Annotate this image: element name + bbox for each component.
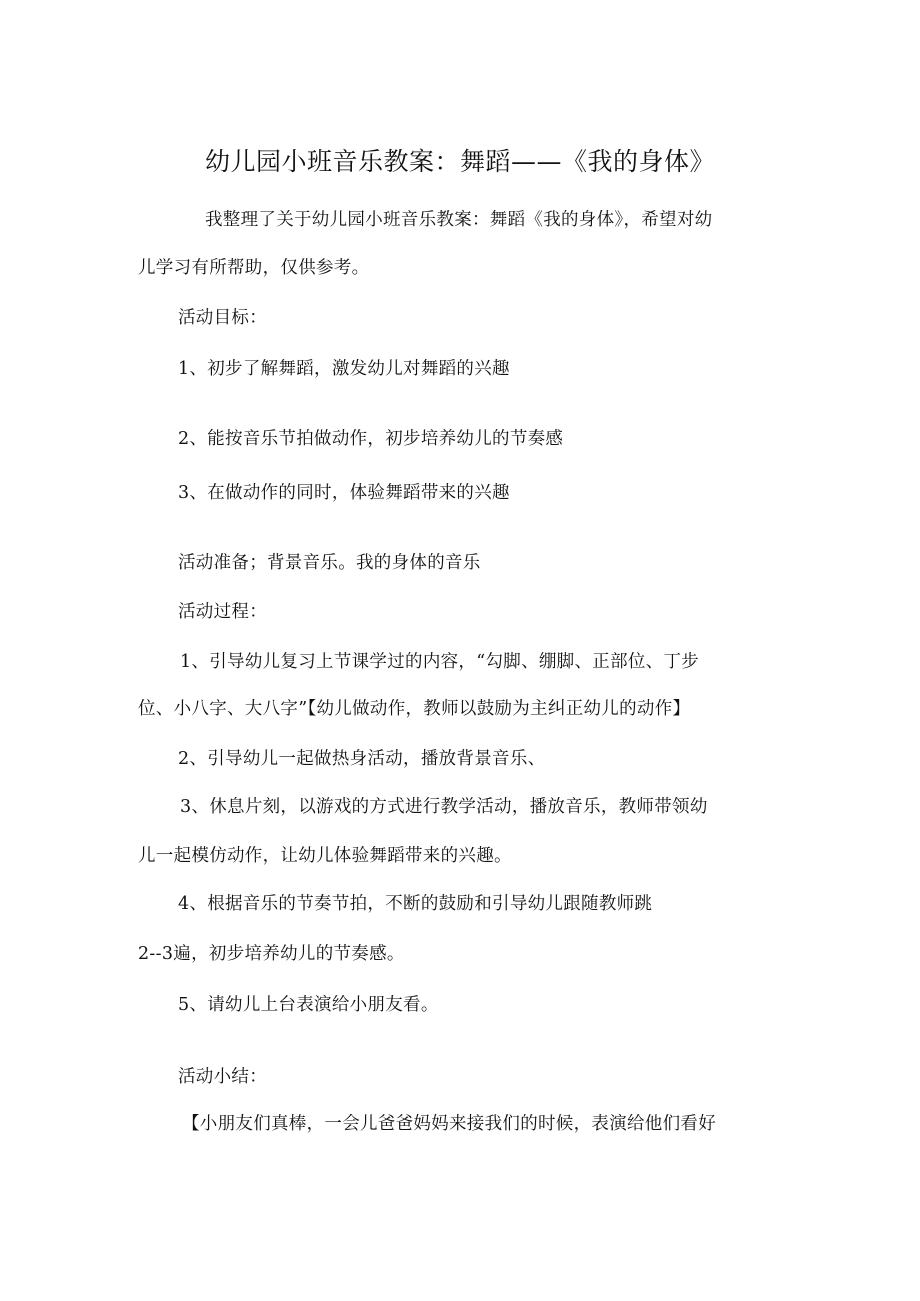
process-heading: 活动过程： [178,602,267,622]
goal-item-3: 3、在做动作的同时，体验舞蹈带来的兴趣 [178,483,510,503]
process-step-4-line-1: 4、根据音乐的节奏节拍，不断的鼓励和引导幼儿跟随教师跳 [178,894,653,914]
process-step-4-line-2: 2--3遍，初步培养幼儿的节奏感。 [138,944,405,964]
process-step-1-line-1: 1、引导幼儿复习上节课学过的内容，“勾脚、绷脚、正部位、丁步 [180,652,700,672]
process-step-5: 5、请幼儿上台表演给小朋友看。 [178,995,439,1015]
goal-item-1: 1、初步了解舞蹈，激发幼儿对舞蹈的兴趣 [178,359,510,379]
intro-line-1: 我整理了关于幼儿园小班音乐教案：舞蹈《我的身体》，希望对幼 [205,210,713,230]
goals-heading: 活动目标： [178,308,267,328]
process-step-2: 2、引导幼儿一起做热身活动，播放背景音乐、 [178,749,546,769]
process-step-3-line-2: 儿一起模仿动作，让幼儿体验舞蹈带来的兴趣。 [138,846,512,866]
intro-line-2: 儿学习有所帮助，仅供参考。 [138,258,370,278]
summary-heading: 活动小结： [178,1067,267,1087]
document-title: 幼儿园小班音乐教案：舞蹈——《我的身体》 [204,147,715,176]
process-step-3-line-1: 3、休息片刻，以游戏的方式进行教学活动，播放音乐，教师带领幼 [180,797,708,817]
goal-item-2: 2、能按音乐节拍做动作，初步培养幼儿的节奏感 [178,429,564,449]
process-step-1-line-2: 位、小八字、大八字”【幼儿做动作，教师以鼓励为主纠正幼儿的动作】 [138,699,691,719]
preparation-line: 活动准备；背景音乐。我的身体的音乐 [178,553,481,573]
summary-line-1: 【小朋友们真棒，一会儿爸爸妈妈来接我们的时候，表演给他们看好 [182,1114,716,1134]
